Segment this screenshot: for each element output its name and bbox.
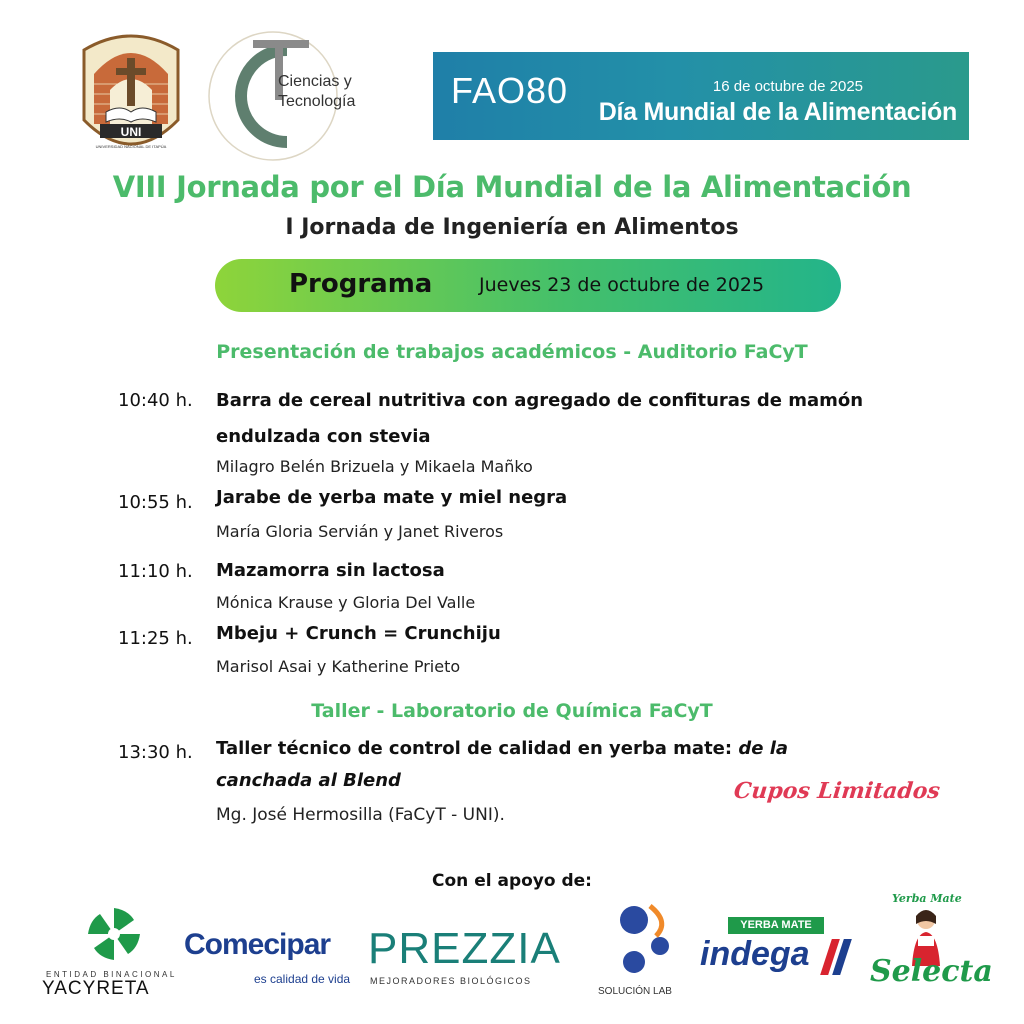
fao-banner-title: Día Mundial de la Alimentación — [598, 98, 957, 126]
section-heading-taller: Taller - Laboratorio de Química FaCyT — [311, 700, 713, 722]
program-pill — [215, 259, 841, 312]
support-heading: Con el apoyo de: — [432, 871, 592, 891]
item-title: Mazamorra sin lactosa — [216, 560, 445, 581]
svg-text:UNIVERSIDAD NACIONAL DE ITAPÚA: UNIVERSIDAD NACIONAL DE ITAPÚA — [95, 144, 167, 149]
ct-logo-line2: Tecnología — [278, 93, 356, 110]
item-title: Mbeju + Crunch = Crunchiju — [216, 623, 501, 644]
uni-logo — [80, 28, 182, 162]
yacyreta-name: YACYRETA — [42, 978, 150, 999]
indega-name: indega — [700, 935, 810, 973]
item-authors: Marisol Asai y Katherine Prieto — [216, 657, 461, 676]
item-time: 11:25 h. — [118, 628, 193, 649]
ct-logo — [205, 28, 380, 164]
indega-banner: YERBA MATE — [728, 917, 824, 934]
page-title: VIII Jornada por el Día Mundial de la Alimentación — [112, 170, 912, 204]
sponsor-yacyreta — [40, 902, 190, 1002]
item-title: Jarabe de yerba mate y miel negra — [216, 487, 568, 508]
sponsor-comecipar — [184, 928, 360, 992]
svg-text:UNI: UNI — [120, 125, 142, 139]
item-title: Barra de cereal nutritiva con agregado de confituras de mamón endulzada con stevia — [216, 390, 864, 447]
sponsor-solucion-lab — [598, 902, 694, 1000]
item-time: 11:10 h. — [118, 561, 193, 582]
program-date: Jueves 23 de octubre de 2025 — [479, 274, 765, 296]
item-title: Taller técnico de control de calidad en yerba mate: de la canchada al Blend — [216, 738, 789, 791]
item-time: 10:40 h. — [118, 390, 193, 411]
comecipar-name: Comecipar — [184, 928, 331, 961]
fao-logo: FAO80 — [451, 70, 569, 111]
sponsor-indega — [700, 917, 860, 987]
fao-banner-date: 16 de octubre de 2025 — [712, 78, 863, 95]
solucion-lab-icon — [610, 902, 680, 982]
comecipar-tagline: es calidad de vida — [254, 972, 351, 986]
sponsor-prezzia — [368, 924, 588, 994]
yacyreta-label: ENTIDAD BINACIONAL — [46, 970, 177, 979]
solucion-lab-name: SOLUCIÓN LAB — [598, 986, 672, 997]
cupos-limitados-badge: Cupos Limitados — [732, 778, 942, 804]
item-authors: Milagro Belén Brizuela y Mikaela Mañko — [216, 457, 533, 476]
sponsor-selecta — [866, 892, 993, 1004]
section-heading-presentaciones: Presentación de trabajos académicos - Auditorio FaCyT — [216, 341, 808, 363]
selecta-name: Selecta — [870, 954, 993, 989]
item-authors: María Gloria Servián y Janet Riveros — [216, 522, 504, 541]
fao-banner — [433, 52, 969, 140]
item-time: 10:55 h. — [118, 492, 193, 513]
item-authors: Mónica Krause y Gloria Del Valle — [216, 593, 476, 612]
prezzia-name: PREZZIA — [368, 924, 561, 973]
program-label: Programa — [289, 269, 433, 299]
yacyreta-icon — [84, 904, 144, 964]
item-time: 13:30 h. — [118, 742, 193, 763]
item-authors: Mg. José Hermosilla (FaCyT - UNI). — [216, 805, 505, 825]
ct-logo-line1: Ciencias y — [278, 73, 352, 90]
prezzia-tagline: MEJORADORES BIOLÓGICOS — [370, 976, 532, 986]
page-subtitle: I Jornada de Ingeniería en Alimentos — [285, 215, 739, 240]
selecta-top: Yerba Mate — [892, 892, 962, 905]
